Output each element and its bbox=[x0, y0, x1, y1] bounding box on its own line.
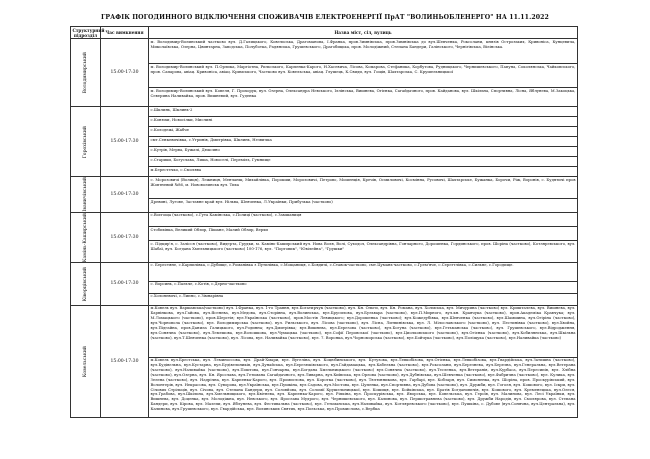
table-body bbox=[71, 39, 578, 418]
places-cell: м.Ковель вул.Брестська, вул. Леминоссова, вул. Драй-Хмари, вул. Вугеліна, вул. Коцюбинського, вул. Кутузова, вул.Левкобізова, вул.Огієнка, вул.Левкобізова, вул.Гвардійська, вул.Затишна (частково), вул.Будівельна, вул.Кустарна, вул.Будівельників, вул.Дунайська, вул.Березюківського, вул.Гайдамацька, вул.Кабельна (частково), вул.Роксолани, вул.Березнева, вул.Березна, вул.Генеральна, вул.Ветерана (частково), вул.Наливайка (частково), вул.Поштова, вул.Гончарна, вул.Богдана Хмельницького (частково) вул.Сонячна (частково), вул.Тесленка, вул.Ветеранів, вул.Курбаса, вул.Пересипів, вул. Хлібна (частково), вул.Озерна, вул. Кн. Ярослава, вул.Гетьмана Сагайдачного, вул.Ливарна, вул.Київська, вул.Орлова (частково), вул.Дубнівська, вул.Шевченка (частково), вул.Фабрична (частково), вул. Кулика, вул. Зелена (частково), вул. Надрічна, вул. Карпенка-Карого, вул. Промислова, вул. Коротка (частково), вул. Тютюнникова, вул. Гарбарі, вул. Кобзаря, вул. Симоненка, вул. Шоріна, пров. Проскурівський, вул. Волонтерів, вул. Некрасова, вул. Суворова, вул.Українська, вул.Пушкіна, вул.Садова, вул.Мостова, вул. Цупенка, вул.Спортивна, вул.Дубова (частково), вул. Дружби, вул. Гоголя, вул. Кошового, вул. Іскри, вул. Січових Стрільців, вул. Січова, вул. Степана Бандери, вул. Соловйова, вул. Соломії Крушельницької, вул. Кошиця, вул. Бойківська, вул. Братів Богдановичів, вул. Кошового, вул. Кременецька, вул.Олеся, вул.Грабова, вул.Шкільна, вул.Хмельницького, вул.Квітнева, вул. Карпенка-Карого, вул. Ріпкіна, вул. Проскурівська, вул. Яворська, вул. Ковельська, вул. Героїв, вул. Малинова, вул. Лесі Українки, вул. Вишнева, вул. Доценка, вул. Молодіжна, вул. Невського, вул. Ярослава Мудрого, вул. Чернишевського, вул. Калинова, вул. Першотравнева (частково), вул. Дружби Народів, вул. Смолярова, вул. Степана Бандери, вул. Кірова, вул. Мазепи, вул. Яблунева, вул. Фестивальна (частково), вул. Гетьманська, вул.Наливайка, вул. Котляревського (частково), вул. Пушкіна, с. Дубове (вул.Сонячна, вул.Центральна), вул. Калинова, вул.Грушевського, вул. Гвардійська, вул. Волинських Святих, вул.Польська, вул.Промислова, с.Вербка bbox=[149, 357, 578, 417]
places-cell: с.Шклинь, Шклинь-2 bbox=[149, 107, 578, 117]
places-cell: с. Ворсинь, с.Пальче, с.Котів, с.Дерно-частково bbox=[149, 281, 578, 293]
places-cell: Стобихівка, Великий Обзир, Пішане, Малий Обзир, Верхи bbox=[149, 227, 578, 241]
table-row bbox=[71, 177, 578, 199]
places-cell: с.Воєгоща (частково), с.Гута Камінська, с.Полиці (частково), с.Замшаниця bbox=[149, 212, 578, 226]
places-cell: с.Кутрів, Мерва, Бужачі, Дюксино bbox=[149, 147, 578, 157]
places-cell: м. Володимир-Волинський частково вул. Д.Галицького, Ковельська, Драгоманова, І.Франка, пров.Зимнівська, пров.Зимнівська до вул.Шевченка, Роксолани, князів Острозьких, Кривоніса, Кунцевича, Миколаївська, Озерна, Цвинтарна, Заводська, Полуботка, Радянська, Грушевського, Драгобицька, пров. Молодіжний, Степана Бандери, Галінського, Чернігівська, Вілінська. bbox=[149, 39, 578, 64]
time-cell: 15:00-17:30 bbox=[101, 262, 149, 305]
unit-label: Ковельський bbox=[83, 345, 88, 377]
unit-label: Ківерцівський bbox=[83, 266, 88, 301]
places-cell: с. Підцир'я, с. Залісся (частково), Видерта, Грудки, м. Камінь-Каширський вул. Нова Воля, Волі, Суходол, Олександрівна, Гончарного, Дорошенка, Гординського, пров. Шоріна (частково), Котляревського, вул. Шабаї, вул. Богдана Хмельницького (частково) 100-176, вул. "Портовик", "Ювілейна", "Грушки" bbox=[149, 241, 578, 262]
header-time: Час вимкнення bbox=[101, 27, 149, 39]
unit-cell bbox=[71, 305, 101, 417]
unit-label: Камінь-Каширський bbox=[83, 212, 88, 262]
header-row bbox=[71, 27, 578, 39]
unit-cell bbox=[71, 107, 101, 177]
unit-label: Горохівський bbox=[83, 125, 88, 158]
places-cell: м.Ковель вул. Варшавська(частково) вул. І.Франка, вул. 1-го Травня, вул.Богатирчук (частково), вул. Кн. Ольги, вул. Кн. Романа, вул. Холмська, вул. Мичурина (частково) вул. Кришталева, вул. Вишнева, вул. Барвінкова, вул.Гайова, вул.Ясенева, вул.Медова, вул.Сторівна, вул.Волинська, вул.Брусилова, вул.Бульвара (частково), вул.П.Мирного, вул.кн. Кравчука (частково), пров.Академіка Кравчука; вул. М.Ломацького (частково), пров.Шерстів; вул.Українська (частково), пров.Мостів Левицького; вул.Дорошенка (частково); вул.Кожедубівка, вул.Шевченка (частково), вул.Шамшина, вул.Огіріна (частково), вул.Чорновола (частково), вул. Володимирська (частково), вул. Рильського, вул. Лісова (частково), вул. Лісна, Литвинівська, вул. Л. Мілославського (частково), вул. Пестинівка (частково), вул.Хвойна, вул.Підгайна, пров.Данила Галицького, вул.Родинна; вул.Дмитрівка; вул.Вишнева, вул.Березова (частково), вул.Богуна (частково), вул.Гетьманська (частково), вул. Грушевського, вул.Відродження, вул.Сонячна (частково), вул.Лемешова, вул.Волошкова, вул.Чумацька (частково), вул.Софії Перовської (частково), вул.Циолковського (частково), вул.Огієнка (частково), вул.Кобилянська, вул.Шкільна (частково), вул.Т.Шевченка (частково), вул. Лісова, вул. Наливайка (частково), вул. 7. Воронка, вул.Чорноморська (частково), вул.Бойчука (частково), вул.Поліщука (частково), вул.Наливайка (частково) bbox=[149, 305, 578, 357]
time-cell: 15:00-17:30 bbox=[101, 107, 149, 177]
places-cell: с. Морозовичі (Волиця), Лежниця, Менчанщ, Михайлівка, Порокши, Морозовичі, Петрово, Мошенція, Кречів, Осмиловичі, Космінна, Русовичі, Шахтарське, Бужанка, Борочи, Ріж, Воронів, с. Будятичі пров Жовтневий №86, м. Нововолинськ вул. Тиха bbox=[149, 177, 578, 199]
places-cell: смт.Сенкевичівка, с.Угринів, Дмитрівка, Шклинь, Незвичка bbox=[149, 137, 578, 147]
time-cell: 15:00-17:30 bbox=[101, 177, 149, 212]
places-cell: с. Берестяне, с.Карпилівка, с.Дубище, с.Романівка з Путилівка, с.Мощаниця, с.Бовдичі, с.Ставок-частково, смт.Цумань-частково, с.Грем'яче, с.Серегтлівка, с.Сильне, с.Городище. bbox=[149, 262, 578, 281]
table-row bbox=[71, 262, 578, 281]
unit-cell bbox=[71, 177, 101, 212]
header-unit: Структурний підрозділ bbox=[72, 27, 105, 38]
time-cell: 15:00-17:30 bbox=[101, 39, 149, 107]
unit-cell bbox=[71, 212, 101, 262]
places-cell: м.Берестечко, с.Смолява bbox=[149, 167, 578, 177]
table-row bbox=[71, 305, 578, 357]
table-header bbox=[71, 27, 578, 39]
places-cell: с.Холоневичі, с.Липно, с.Зімнарівна bbox=[149, 293, 578, 305]
places-cell: с.Конюхи, Новосілки, Мислині bbox=[149, 117, 578, 127]
places-cell: м. Володимир-Волинський вул. Ковеля, Г. Прохорук, вул. Озерна, Олександра Невського, Іллінська, Вишнева, Огієнка, Сагайдачного, пров. Кайданова, вул. Шкільна, Спортивна, Лісна, Яблунева, М.Закоцька, Северина Наливайка, пров. Вишневий, вул. Гуденка bbox=[149, 88, 578, 107]
unit-label: Іваничівський bbox=[83, 177, 88, 212]
places-cell: с.Старики, Богуслава, Лиша, Новоселі, Переміль, Гумнище bbox=[149, 157, 578, 167]
places-cell: Древині, Лугове, Заставне край вул. Нільва, Шевченка, Л.Українки, Прибузька (частково) bbox=[149, 199, 578, 212]
table-row bbox=[71, 39, 578, 64]
unit-cell bbox=[71, 262, 101, 305]
time-cell: 15:00-17:30 bbox=[101, 305, 149, 417]
page-title: ГРАФІК ПОГОДИННОГО ВІДКЛЮЧЕННЯ СПОЖИВАЧІВ ЕЛЕКТРОЕНЕРГІЇ ПрАТ "ВОЛИНЬОБЛЕНЕРГО" НА 11.11.2022 bbox=[101, 14, 549, 21]
unit-cell bbox=[71, 39, 101, 107]
header-places: Назва міст, сіл, вулиць bbox=[149, 27, 578, 39]
table-row bbox=[71, 212, 578, 226]
places-cell: с.Колодежі, Жабче bbox=[149, 127, 578, 137]
outage-schedule-table bbox=[70, 26, 578, 418]
time-cell: 15:00-17:30 bbox=[101, 212, 149, 262]
table-row bbox=[71, 107, 578, 117]
places-cell: м. Володимир-Волинський вул. П.Орлика, Маргіотна, Рильського, Карпенка-Карого, Н.Хасевича, Лісова, Комарова, Стефаника, Корбутова, Рудницького, Чернишевського, Папуна, Соколянська, Чайковського, пров. Сапарова, авіац. Кривоніса, авіац. Кримського, Частково вул. Ковельська, авіац. Глушець, К.Свиди, вул. Гощів, Шахтарська, С. Крушельницької bbox=[149, 64, 578, 88]
unit-label: Володимирський bbox=[83, 52, 88, 94]
